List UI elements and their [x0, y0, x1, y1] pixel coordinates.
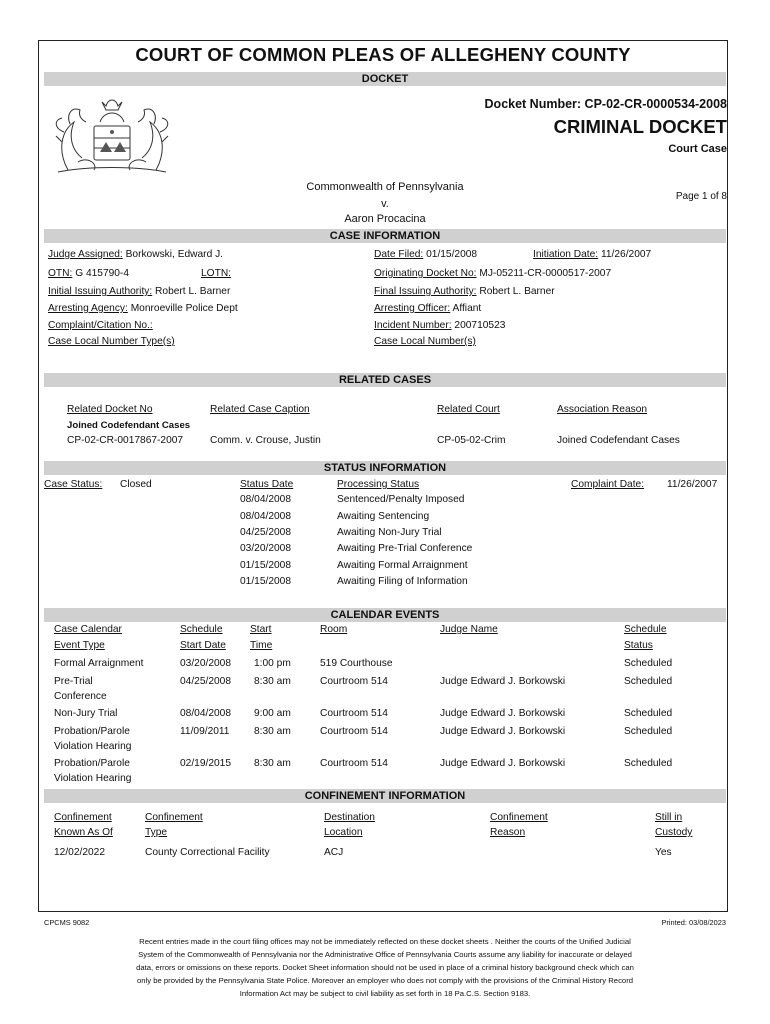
disclaimer-line: Information Act may be subject to civil liability as set forth in 18 Pa.C.S. Section 9183. [239, 989, 531, 999]
arresting-officer [374, 303, 481, 314]
calendar-status: Scheduled [624, 676, 673, 687]
final-auth-label: Final Issuing Authority: [374, 286, 477, 297]
still-in-custody: Yes [655, 847, 672, 858]
status-date: 01/15/2008 [240, 560, 291, 571]
calendar-events-bar: CALENDAR EVENTS [44, 608, 726, 622]
status-date: 08/04/2008 [240, 511, 291, 522]
orig-docket-value: MJ-05211-CR-0000517-2007 [479, 268, 612, 279]
processing-status: Awaiting Pre-Trial Conference [337, 543, 473, 554]
initial-auth-label: Initial Issuing Authority: [48, 286, 153, 297]
disclaimer [40, 935, 730, 1000]
calendar-event-type: Non-Jury Trial [54, 708, 118, 719]
calendar-judge: Judge Edward J. Borkowski [440, 726, 566, 737]
arresting-agency-value: Monroeville Police Dept [130, 303, 238, 314]
schedule-date-header: Schedule [180, 624, 223, 635]
printed-date: Printed: 03/08/2023 [661, 918, 726, 927]
association-reason-value: Joined Codefendant Cases [557, 435, 680, 446]
processing-status: Awaiting Non-Jury Trial [337, 527, 442, 538]
calendar-start-date: 08/04/2008 [180, 708, 231, 719]
processing-status: Awaiting Sentencing [337, 511, 430, 522]
calendar-start-time: 8:30 am [254, 726, 291, 737]
confinement-type: County Correctional Facility [145, 847, 270, 858]
related-docket-value: CP-02-CR-0017867-2007 [67, 435, 184, 446]
complaint-citation-label: Complaint/Citation No.: [48, 320, 153, 331]
docket-type: CRIMINAL DOCKET [553, 116, 727, 137]
final-issuing-authority [374, 286, 555, 297]
incident-number [374, 320, 505, 331]
complaint-date-label: Complaint Date: [571, 479, 645, 490]
calendar-event-type-cont: Conference [54, 691, 107, 702]
case-type: Court Case [668, 143, 727, 155]
calendar-status: Scheduled [624, 758, 673, 769]
case-status-label: Case Status: [44, 479, 103, 490]
calendar-room: 519 Courthouse [320, 658, 393, 669]
local-number-type-label: Case Local Number Type(s) [48, 336, 175, 347]
disclaimer-line: System of the Commonwealth of Pennsylvania nor the Administrative Office of Pennsylvania Courts assume any liability for inaccurate or delayed [138, 950, 632, 960]
date-filed-label: Date Filed: [374, 249, 424, 260]
still-in-custody-header: Custody [655, 827, 693, 838]
caption-defendant: Aaron Procacina [344, 213, 426, 225]
arresting-officer-label: Arresting Officer: [374, 303, 451, 314]
related-docket-header: Related Docket No [67, 404, 153, 415]
judge-name-header: Judge Name [440, 624, 498, 635]
status-date-header: Status Date [240, 479, 294, 490]
calendar-event-header: Case Calendar [54, 624, 122, 635]
calendar-event-type: Probation/Parole [54, 758, 130, 769]
disclaimer-line: Recent entries made in the court filing offices may not be immediately reflected on these docket sheets . Neither the courts of the Unified Judicial [139, 937, 631, 946]
association-reason-header: Association Reason [557, 404, 648, 415]
related-cases-bar: RELATED CASES [44, 373, 726, 387]
calendar-event-type: Formal Arraignment [54, 658, 144, 669]
disclaimer-line: only be provided by the Pennsylvania State Police. Moreover an employer who does not comply with the provisions of the Criminal History Record [136, 976, 634, 986]
calendar-room: Courtroom 514 [320, 726, 388, 737]
lotn-label: LOTN: [201, 268, 232, 279]
originating-docket [374, 268, 611, 279]
calendar-start-date: 03/20/2008 [180, 658, 231, 669]
initial-issuing-authority [48, 286, 230, 297]
processing-status: Awaiting Formal Arraignment [337, 560, 468, 571]
still-in-custody-header: Still in [655, 812, 683, 823]
confinement-date-header: Known As Of [54, 827, 113, 838]
judge-label: Judge Assigned: [48, 249, 123, 260]
calendar-status: Scheduled [624, 658, 673, 669]
calendar-event-header: Event Type [54, 640, 105, 651]
calendar-start-time: 8:30 am [254, 758, 291, 769]
status-date: 08/04/2008 [240, 494, 291, 505]
form-number: CPCMS 9082 [44, 918, 90, 927]
arresting-officer-value: Affiant [452, 303, 482, 314]
complaint-date-value: 11/26/2007 [667, 479, 718, 490]
related-caption-header: Related Case Caption [210, 404, 310, 415]
docket-number: Docket Number: CP-02-CR-0000534-2008 [484, 97, 727, 111]
calendar-status: Scheduled [624, 726, 673, 737]
initial-auth-value: Robert L. Barner [155, 286, 231, 297]
calendar-status: Scheduled [624, 708, 673, 719]
final-auth-value: Robert L. Barner [479, 286, 555, 297]
start-time-header: Start [250, 624, 272, 635]
calendar-judge: Judge Edward J. Borkowski [440, 758, 566, 769]
processing-status: Sentenced/Penalty Imposed [337, 494, 465, 505]
disclaimer-line: data, errors or omissions on these reports. Docket Sheet information should not be used in place of a criminal history background check which can [136, 963, 634, 973]
otn-label: OTN: [48, 268, 73, 279]
related-group-label: Joined Codefendant Cases [67, 420, 191, 431]
destination-location-header: Location [324, 827, 363, 838]
confinement-type-header: Type [145, 827, 168, 838]
judge-value: Borkowski, Edward J. [125, 249, 223, 260]
schedule-status-header: Status [624, 640, 653, 651]
confinement-reason-header: Confinement [490, 812, 548, 823]
schedule-status-header: Schedule [624, 624, 667, 635]
confinement-date: 12/02/2022 [54, 847, 105, 858]
calendar-start-date: 02/19/2015 [180, 758, 231, 769]
date-filed [374, 249, 477, 260]
destination-location-header: Destination [324, 812, 375, 823]
calendar-start-time: 9:00 am [254, 708, 291, 719]
otn-value: G 415790-4 [75, 268, 129, 279]
start-time-header: Time [250, 640, 273, 651]
calendar-start-date: 04/25/2008 [180, 676, 231, 687]
incident-label: Incident Number: [374, 320, 452, 331]
initiation-date [533, 249, 651, 260]
judge-assigned [48, 249, 223, 260]
related-court-header: Related Court [437, 404, 500, 415]
orig-docket-label: Originating Docket No: [374, 268, 477, 279]
case-info-bar: CASE INFORMATION [44, 229, 726, 243]
case-status-value: Closed [120, 479, 152, 490]
calendar-judge: Judge Edward J. Borkowski [440, 676, 566, 687]
date-filed-value: 01/15/2008 [426, 249, 478, 260]
calendar-event-type-cont: Violation Hearing [54, 773, 132, 784]
confinement-type-header: Confinement [145, 812, 203, 823]
pennsylvania-seal-icon [48, 92, 176, 176]
calendar-event-type: Probation/Parole [54, 726, 130, 737]
processing-status: Awaiting Filing of Information [337, 576, 468, 587]
destination-location: ACJ [324, 847, 344, 858]
calendar-room: Courtroom 514 [320, 758, 388, 769]
confinement-date-header: Confinement [54, 812, 112, 823]
status-date: 03/20/2008 [240, 543, 291, 554]
incident-value: 200710523 [454, 320, 506, 331]
schedule-date-header: Start Date [180, 640, 226, 651]
confinement-info-bar: CONFINEMENT INFORMATION [44, 789, 726, 803]
calendar-start-time: 1:00 pm [254, 658, 291, 669]
calendar-start-time: 8:30 am [254, 676, 291, 687]
local-number-label: Case Local Number(s) [374, 336, 476, 347]
docket-bar: DOCKET [44, 72, 726, 86]
confinement-reason-header: Reason [490, 827, 526, 838]
room-header: Room [320, 624, 348, 635]
calendar-event-type: Pre-Trial [54, 676, 93, 687]
calendar-event-type-cont: Violation Hearing [54, 741, 132, 752]
status-date: 01/15/2008 [240, 576, 291, 587]
court-title: COURT OF COMMON PLEAS OF ALLEGHENY COUNTY [135, 44, 631, 65]
calendar-start-date: 11/09/2011 [180, 726, 230, 737]
related-caption-value: Comm. v. Crouse, Justin [210, 435, 321, 446]
initiation-label: Initiation Date: [533, 249, 599, 260]
arresting-agency [48, 303, 238, 314]
page-indicator: Page 1 of 8 [675, 191, 727, 202]
processing-status-header: Processing Status [337, 479, 420, 490]
calendar-room: Courtroom 514 [320, 676, 388, 687]
caption-plaintiff: Commonwealth of Pennsylvania [306, 181, 464, 193]
arresting-agency-label: Arresting Agency: [48, 303, 128, 314]
status-info-bar: STATUS INFORMATION [44, 461, 726, 475]
status-date: 04/25/2008 [240, 527, 291, 538]
otn [48, 268, 129, 279]
related-court-value: CP-05-02-Crim [437, 435, 506, 446]
calendar-room: Courtroom 514 [320, 708, 388, 719]
calendar-judge: Judge Edward J. Borkowski [440, 708, 566, 719]
initiation-value: 11/26/2007 [600, 249, 652, 260]
caption-versus: v. [381, 198, 389, 210]
